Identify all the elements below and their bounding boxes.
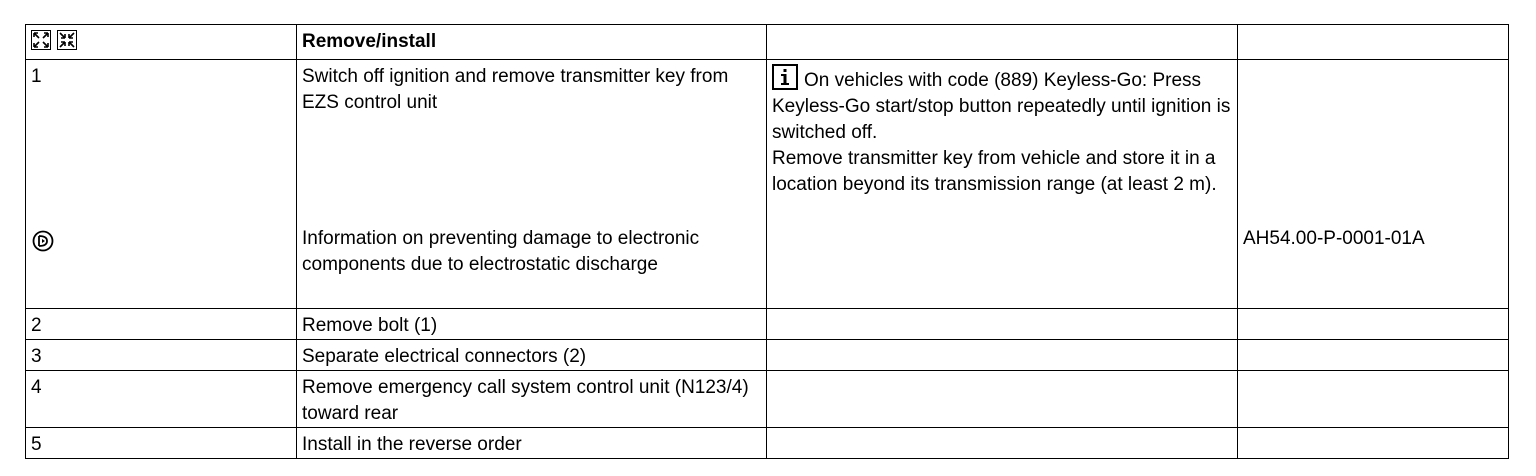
step-action: Remove emergency call system control unit (N123/4) toward rear	[297, 371, 767, 428]
step-row-1	[26, 60, 1509, 309]
collapse-icon[interactable]	[57, 30, 77, 50]
step-action: Switch off ignition and remove transmitter key from EZS control unit	[302, 66, 729, 113]
step-number: 3	[26, 340, 297, 371]
step-note-cell	[767, 371, 1238, 428]
esd-warning-icon[interactable]	[32, 230, 54, 252]
step-action: Remove bolt (1)	[297, 309, 767, 340]
step-number-cell	[26, 60, 297, 309]
step-ref-cell	[1238, 340, 1509, 371]
info-icon	[772, 64, 798, 90]
sub-action: Information on preventing damage to electronic components due to electrostatic discharge	[302, 228, 700, 275]
note-text-1: On vehicles with code (889) Keyless-Go: Press Keyless-Go start/stop button repeatedly until ignition is switched off.	[772, 70, 1231, 143]
step-ref-cell	[1238, 428, 1509, 459]
header-note-cell	[767, 25, 1238, 60]
step-note-cell	[767, 309, 1238, 340]
step-row-5	[26, 428, 1509, 459]
step-ref-cell	[1238, 371, 1509, 428]
table-header-row	[26, 25, 1509, 60]
step-number: 5	[26, 428, 297, 459]
step-row-2	[26, 309, 1509, 340]
step-action: Separate electrical connectors (2)	[297, 340, 767, 371]
step-note-cell	[767, 428, 1238, 459]
step-number: 2	[26, 309, 297, 340]
step-ref-cell	[1238, 60, 1509, 309]
document-reference-link[interactable]: AH54.00-P-0001-01A	[1243, 228, 1425, 249]
note-text-2: Remove transmitter key from vehicle and store it in a location beyond its transmission range (at least 2 m).	[772, 148, 1217, 195]
step-note-cell	[767, 60, 1238, 309]
header-ref-cell	[1238, 25, 1509, 60]
step-note-cell	[767, 340, 1238, 371]
step-number: 1	[31, 66, 42, 87]
procedure-table	[25, 24, 1509, 459]
step-action-cell	[297, 60, 767, 309]
step-action: Install in the reverse order	[297, 428, 767, 459]
step-number: 4	[26, 371, 297, 428]
step-row-4	[26, 371, 1509, 428]
header-icons-cell	[26, 25, 297, 60]
step-ref-cell	[1238, 309, 1509, 340]
expand-icon[interactable]	[31, 30, 51, 50]
header-title: Remove/install	[297, 25, 767, 60]
step-row-3	[26, 340, 1509, 371]
